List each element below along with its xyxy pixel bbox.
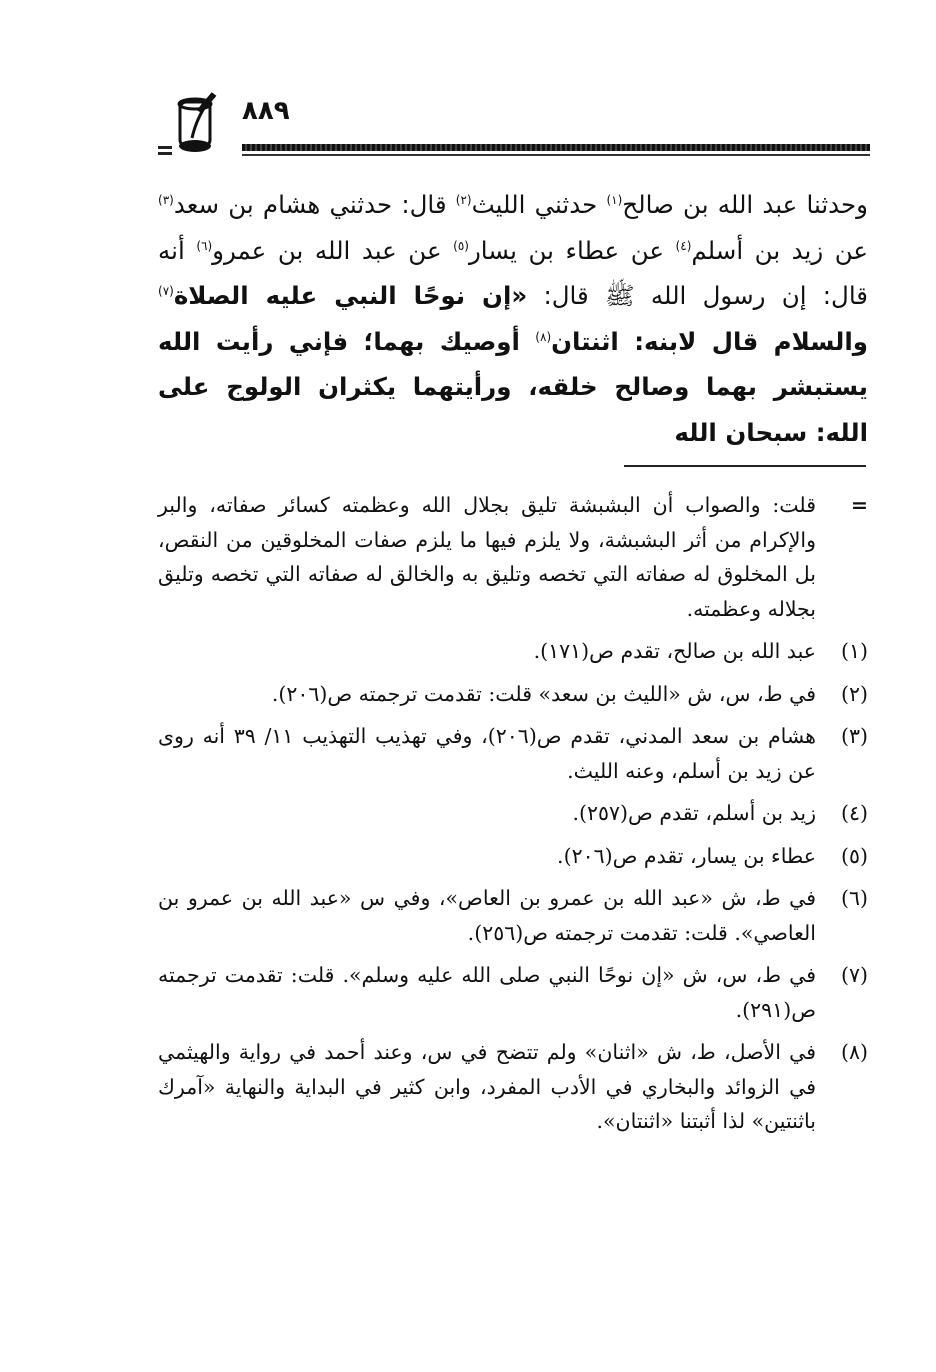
header-rule-thin (242, 154, 870, 156)
footnote-ref[interactable]: (٨) (535, 329, 552, 344)
footnote-item (158, 796, 868, 831)
footnote-number: (٥) (840, 843, 868, 868)
main-text (158, 182, 868, 455)
footnote-ref[interactable]: (٢) (455, 192, 472, 207)
header-rule-left (158, 146, 172, 149)
header-rule-thick (242, 144, 870, 151)
hadith-paragraph (158, 182, 868, 455)
footnote-number: (٢) (840, 681, 868, 706)
footnote-ref[interactable]: (٥) (453, 238, 469, 253)
footnote-separator (624, 465, 866, 467)
text-segment: وحدثنا عبد الله بن صالح (622, 190, 868, 219)
footnote-item (158, 958, 868, 1027)
footnote-text: عبد الله بن صالح، تقدم ص(١٧١). (533, 639, 816, 663)
hadith-quote: والسلام قال لابنه: اثنتان (551, 326, 868, 356)
footnote-ref[interactable]: (٣) (158, 192, 174, 207)
footnote-continuation (158, 488, 868, 626)
text-segment: حدثني الليث (471, 190, 607, 219)
footnote-item (158, 839, 868, 874)
footnote-item (158, 634, 868, 669)
text-segment: عن عطاء بن يسار (468, 235, 676, 265)
footnote-number: (١) (840, 639, 868, 663)
footnote-item (158, 1035, 868, 1139)
quill-and-scroll-icon (174, 92, 220, 158)
footnote-number: (٣) (840, 724, 868, 748)
footnote-ref[interactable]: (١) (606, 192, 623, 207)
text-segment: قال: حدثني هشام بن سعد (173, 190, 456, 219)
continuation-marker: = (850, 493, 868, 517)
footnote-number: (٨) (840, 1040, 868, 1064)
hadith-quote: «إن نوحًا النبي عليه الصلاة (173, 281, 528, 310)
page-number: ٨٨٩ (242, 96, 290, 126)
footnote-number: (٦) (840, 886, 868, 910)
footnote-number: (٤) (840, 801, 868, 825)
footnote-text: في ط، س، ش «الليث بن سعد» قلت: تقدمت ترجمته ص(٢٠٦). (271, 681, 816, 706)
hadith-quote: أوصيك بهما؛ فإني رأيت الله يستبشر بهما وصالح خلقه، ورأيتهما يكثران الولوج على الله: سبحان الله (158, 326, 868, 447)
footnote-ref[interactable]: (٤) (675, 238, 692, 253)
header-rule-left-2 (158, 152, 172, 155)
footnote-text: في ط، س، ش «إن نوحًا النبي صلى الله عليه وسلم». قلت: تقدمت ترجمته ص(٢٩١). (158, 963, 816, 1022)
footnote-number: (٧) (840, 963, 868, 987)
text-segment: عن زيد بن أسلم (691, 235, 869, 265)
footnote-ref[interactable]: (٦) (196, 238, 213, 253)
footnote-text: زيد بن أسلم، تقدم ص(٢٥٧). (572, 801, 816, 825)
text-segment: عن عبد الله بن عمرو (212, 235, 454, 265)
footnote-text: عطاء بن يسار، تقدم ص(٢٠٦). (557, 843, 816, 868)
footnote-item (158, 881, 868, 950)
footnote-ref[interactable]: (٧) (158, 283, 174, 298)
page-header (158, 92, 870, 164)
footnotes (158, 488, 868, 1147)
footnote-text: هشام بن سعد المدني، تقدم ص(٢٠٦)، وفي تهذيب التهذيب ١١/ ٣٩ أنه روى عن زيد بن أسلم، وعنه الليث. (158, 724, 816, 783)
footnote-text: في الأصل، ط، ش «اثنان» ولم تتضح في س، وعند أحمد في رواية والهيثمي في الزوائد والبخاري في الأدب المفرد، وابن كثير في البداية والنهاية «آمرك باثنتين» لذا أثبتنا «اثنتان». (158, 1040, 816, 1133)
text-segment: أنه قال: إن رسول الله ﷺ قال: (158, 235, 868, 310)
footnote-text: قلت: والصواب أن البشبشة تليق بجلال الله وعظمته كسائر صفاته، والبر والإكرام من أثر البشبشة، ولا يلزم فيها ما يلزم صفات المخلوقين من النقص، بل المخلوق له صفاته التي تخصه وتليق به والخالق له صفاته التي تخصه وتليق بجلاله وعظمته. (158, 493, 816, 621)
footnote-text: في ط، ش «عبد الله بن عمرو بن العاص»، وفي س «عبد الله بن عمرو بن العاصي». قلت: تقدمت ترجمته ص(٢٥٦). (158, 886, 816, 945)
footnote-item (158, 719, 868, 788)
footnote-item (158, 677, 868, 712)
